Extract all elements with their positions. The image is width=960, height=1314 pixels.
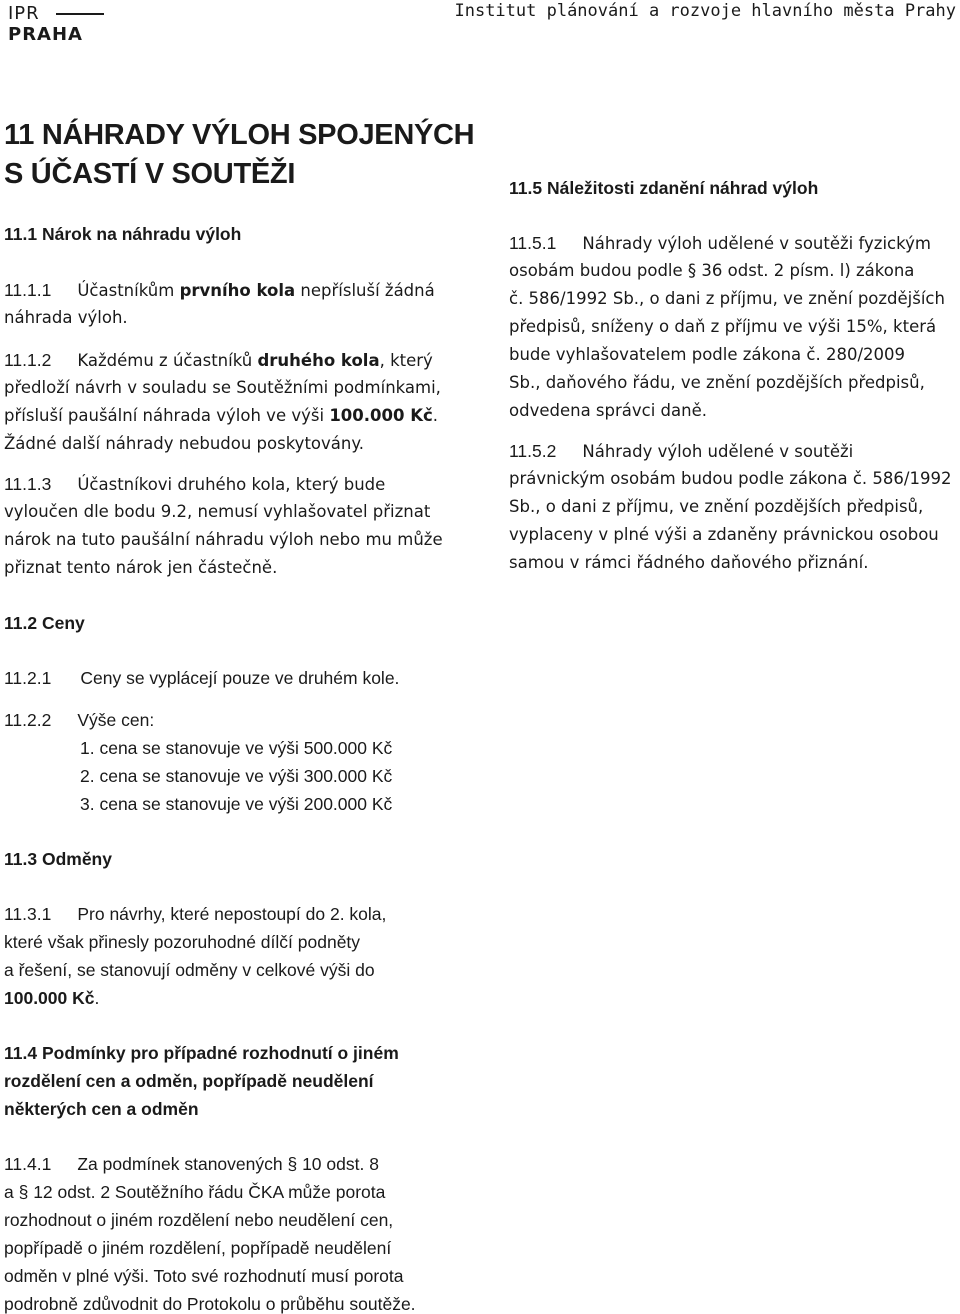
text: osobám budou podle § 36 odst. 2 písm. l) zákona: [509, 261, 915, 280]
para-11-1-2: [4, 346, 441, 458]
list-item: 1. cena se stanovuje ve výši 500.000 Kč: [80, 738, 393, 758]
text: Každému z účastníků: [77, 351, 258, 370]
text-bold: 100.000 Kč: [4, 988, 95, 1008]
title-line2: S ÚČASTÍ V SOUTĚŽI: [4, 158, 296, 190]
para-11-3-1: [4, 900, 386, 1012]
para-number: 11.2.1: [4, 668, 52, 688]
text: , který: [379, 351, 433, 370]
list-item: 2. cena se stanovuje ve výši 300.000 Kč: [80, 766, 393, 786]
text: nepřísluší žádná: [295, 281, 435, 300]
para-number: 11.5.2: [509, 441, 557, 461]
text: Ceny se vyplácejí pouze ve druhém kole.: [80, 668, 400, 688]
text: náhrada výloh.: [4, 308, 128, 327]
para-number: 11.1.2: [4, 350, 52, 370]
para-11-5-2: [509, 437, 951, 577]
para-number: 11.5.1: [509, 233, 557, 253]
text: .: [432, 406, 439, 425]
text: č. 586/1992 Sb.: [509, 289, 640, 308]
list-item: 3. cena se stanovuje ve výši 200.000 Kč: [80, 794, 393, 814]
para-11-2-1: [4, 664, 399, 692]
para-11-1-1: [4, 276, 435, 332]
text: Účastníkovi druhého kola, který bude: [77, 475, 386, 494]
section-11-4-heading: [4, 1039, 399, 1123]
para-11-2-2: [4, 706, 154, 734]
text: .: [94, 988, 100, 1008]
text: a řešení, se stanovují odměny v celkové výši do: [4, 960, 375, 980]
heading-line: rozdělení cen a odměn, popřípadě neudělení: [4, 1071, 374, 1091]
text: Sb.: [509, 497, 536, 516]
page-title: [4, 116, 474, 194]
para-11-1-3: [4, 470, 443, 582]
text: předpisů, sníženy o daň z příjmu ve výši 15%, která: [509, 317, 937, 336]
text: Účastníkům: [77, 281, 180, 300]
text: samou v rámci řádného daňového přiznání.: [509, 553, 869, 572]
title-line1: 11 NÁHRADY VÝLOH SPOJENÝCH: [4, 119, 475, 151]
text-bold: prvního kola: [179, 281, 296, 300]
text: Výše cen:: [77, 710, 155, 730]
para-11-5-1: [509, 229, 945, 425]
heading-line: 11.4 Podmínky pro případné rozhodnutí o jiném: [4, 1043, 399, 1063]
text: vyloučen dle bodu 9.2, nemusí vyhlašovatel přiznat: [4, 502, 431, 521]
para-number: 11.1.1: [4, 280, 52, 300]
section-11-5-heading: 11.5 Náležitosti zdanění náhrad výloh: [509, 178, 819, 198]
ipr-praha-logo: [8, 4, 104, 48]
text: právnickým osobám budou podle zákona č. 586/1992: [509, 469, 952, 488]
para-number: 11.2.2: [4, 710, 52, 730]
logo-line2: PRAHA: [8, 24, 83, 45]
text: odměn v plné výši. Toto své rozhodnutí musí porota: [4, 1266, 404, 1286]
text: a § 12 odst. 2 Soutěžního řádu ČKA může porota: [4, 1182, 386, 1202]
text-bold: druhého kola: [257, 351, 380, 370]
text: Náhrady výloh udělené v soutěži: [582, 442, 854, 461]
text: , o dani z příjmu, ve znění pozdějších předpisů,: [535, 497, 924, 516]
text: přísluší paušální náhrada výloh ve výši: [4, 406, 330, 425]
para-number: 11.1.3: [4, 474, 52, 494]
logo-line1: IPR: [8, 3, 40, 24]
section-11-3-heading: 11.3 Odměny: [4, 849, 112, 869]
text: rozhodnout o jiném rozdělení nebo neudělení cen,: [4, 1210, 394, 1230]
section-11-1-heading: 11.1 Nárok na náhradu výloh: [4, 224, 242, 244]
text: odvedena správci daně.: [509, 401, 707, 420]
text: popřípadě o jiném rozdělení, popřípadě neudělení: [4, 1238, 392, 1258]
text: Sb.: [509, 373, 536, 392]
text: Pro návrhy, které nepostoupí do 2. kola,: [77, 904, 387, 924]
text: přiznat tento nárok jen částečně.: [4, 558, 278, 577]
logo-rule: [56, 13, 104, 15]
heading-line: některých cen a odměn: [4, 1099, 199, 1119]
section-11-2-heading: 11.2 Ceny: [4, 613, 85, 633]
para-number: 11.3.1: [4, 904, 52, 924]
para-11-4-1: [4, 1150, 416, 1314]
text: Náhrady výloh udělené v soutěži fyzickým: [582, 234, 931, 253]
text: Za podmínek stanovených § 10 odst. 8: [77, 1154, 379, 1174]
text: které však přinesly pozoruhodné dílčí podněty: [4, 932, 361, 952]
institute-name: Institut plánování a rozvoje hlavního města Prahy: [454, 1, 956, 21]
text: , o dani z příjmu, ve znění pozdějších: [639, 289, 945, 308]
prize-list: [80, 734, 392, 818]
text: podrobně zdůvodnit do Protokolu o průběhu soutěže.: [4, 1294, 416, 1314]
text-bold: 100.000 Kč: [329, 406, 433, 425]
text: , daňového řádu, ve znění pozdějších předpisů,: [535, 373, 925, 392]
para-number: 11.4.1: [4, 1154, 52, 1174]
text: vyplaceny v plné výši a zdaněny právnickou osobou: [509, 525, 939, 544]
text: předloží návrh v souladu se Soutěžními podmínkami,: [4, 378, 441, 397]
text: nárok na tuto paušální náhradu výloh nebo mu může: [4, 530, 443, 549]
text: bude vyhlašovatelem podle zákona č. 280/2009: [509, 345, 905, 364]
text: Žádné další náhrady nebudou poskytovány.: [4, 434, 365, 453]
